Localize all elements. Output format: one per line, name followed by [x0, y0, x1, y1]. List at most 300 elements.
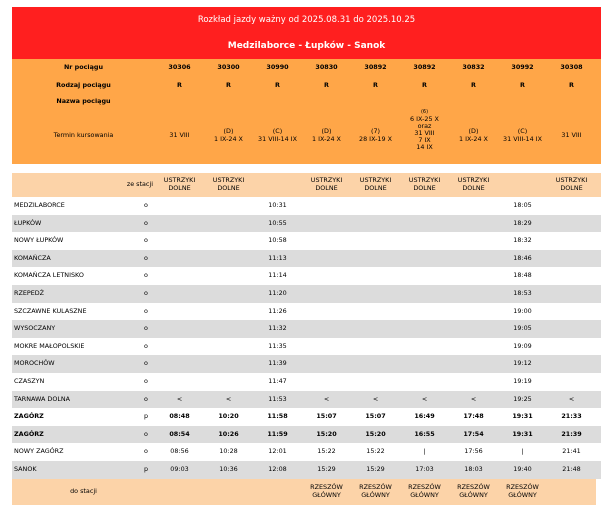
- time-cell: 18:46: [498, 250, 547, 268]
- time-cell: [351, 338, 400, 356]
- train-number: 30832: [462, 63, 485, 72]
- time-cell: |: [521, 447, 524, 456]
- schedule-row: [12, 108, 601, 164]
- train-number: 30830: [315, 63, 338, 72]
- time-cell: [547, 197, 596, 215]
- time-cell: [547, 285, 596, 303]
- time-cell: 11:32: [253, 320, 302, 338]
- train-number: 30306: [168, 63, 191, 72]
- station-name: MOROCHÓW: [14, 359, 55, 368]
- time-cell: 19:40: [498, 461, 547, 479]
- train-schedule: [547, 108, 596, 164]
- train-type: R: [422, 81, 427, 90]
- station-name: MOKRE MAŁOPOLSKIE: [14, 341, 85, 350]
- train-schedule: [498, 108, 547, 164]
- time-cell: 18:48: [513, 271, 532, 280]
- time-cell: 15:29: [302, 461, 351, 479]
- time-cell: 10:36: [204, 461, 253, 479]
- time-cell: [302, 338, 351, 356]
- time-cell: [400, 215, 449, 233]
- time-cell: 08:48: [169, 412, 190, 421]
- time-cell: 18:29: [498, 215, 547, 233]
- text-line: USTRZYKI: [310, 176, 343, 185]
- spacer-cell: [596, 461, 601, 479]
- arrival-departure-flag: o: [144, 394, 148, 403]
- time-cell: [155, 355, 204, 373]
- time-cell: 11:20: [253, 285, 302, 303]
- time-cell: <: [400, 391, 449, 409]
- time-cell: [547, 215, 596, 233]
- time-cell: [155, 232, 204, 250]
- time-cell: 09:03: [155, 461, 204, 479]
- station-row: [12, 355, 601, 373]
- time-cell: 10:26: [204, 426, 253, 444]
- from-station-label: ze stacji: [12, 173, 155, 197]
- time-cell: [204, 197, 253, 215]
- time-cell: 10:28: [219, 447, 238, 456]
- station-name: ZAGÓRZ: [14, 412, 44, 421]
- time-cell: [400, 250, 449, 268]
- station-row: [12, 267, 601, 285]
- arrival-departure-flag: o: [144, 429, 148, 438]
- spacer-cell: [596, 426, 601, 444]
- time-cell: 15:07: [365, 412, 386, 421]
- time-cell: [302, 320, 351, 338]
- time-cell: 19:05: [498, 320, 547, 338]
- time-cell: [302, 232, 351, 250]
- text-line: (C): [517, 127, 528, 136]
- text-line: 31 VIII-14 IX: [258, 135, 297, 143]
- text-line: 28 IX-19 X: [359, 135, 392, 143]
- schedule-label: Termin kursowania: [53, 131, 114, 140]
- text-line: (D): [223, 127, 234, 136]
- time-cell: 19:12: [498, 355, 547, 373]
- time-cell: 15:20: [302, 426, 351, 444]
- time-cell: [449, 373, 498, 391]
- train-schedule: [302, 108, 351, 164]
- time-cell: [204, 285, 253, 303]
- station-row: [12, 408, 601, 426]
- text-line: (D): [321, 127, 332, 136]
- train-type-row: [12, 77, 601, 95]
- spacer-cell: [596, 373, 601, 391]
- station-row: [12, 461, 601, 479]
- time-cell: 12:08: [253, 461, 302, 479]
- time-cell: [351, 373, 400, 391]
- text-line: RZESZÓW: [310, 482, 343, 491]
- time-cell: 11:39: [253, 355, 302, 373]
- text-line: 1 IX-24 X: [214, 135, 243, 143]
- text-line: (6): [420, 109, 429, 115]
- arrival-departure-flag: o: [144, 306, 148, 315]
- arrival-departure-flag: o: [144, 288, 148, 297]
- text-line: 1 IX-24 X: [312, 135, 341, 143]
- train-schedule: [449, 108, 498, 164]
- station-name: ŁUPKÓW: [14, 218, 42, 227]
- validity-text: Rozkład jazdy ważny od 2025.08.31 do 2025.10.25: [197, 15, 416, 25]
- time-cell: [204, 338, 253, 356]
- time-cell: [547, 303, 596, 321]
- station-name-cell: [12, 408, 155, 426]
- station-name: KOMAŃCZA: [14, 253, 51, 262]
- time-cell: [302, 355, 351, 373]
- time-cell: 10:58: [268, 236, 287, 245]
- time-cell: 18:03: [449, 461, 498, 479]
- train-type: R: [177, 81, 182, 90]
- time-cell: 19:25: [498, 391, 547, 409]
- station-row: [12, 338, 601, 356]
- text-line: GŁÓWNY: [361, 490, 390, 499]
- time-cell: 19:00: [513, 306, 532, 315]
- time-cell: 15:20: [351, 426, 400, 444]
- time-cell: 11:53: [253, 391, 302, 409]
- text-line: 1 IX-24 X: [459, 135, 488, 143]
- time-cell: [204, 267, 253, 285]
- time-cell: [204, 320, 253, 338]
- station-name: TARNAWA DOLNA: [14, 394, 71, 403]
- timetable-table: [12, 173, 601, 505]
- time-cell: [547, 320, 596, 338]
- time-cell: [302, 250, 351, 268]
- time-cell: [400, 285, 449, 303]
- time-cell: [204, 373, 253, 391]
- time-cell: 11:14: [268, 271, 287, 280]
- train-name: [547, 95, 596, 108]
- station-name: NOWY ŁUPKÓW: [14, 236, 64, 245]
- arrival-departure-flag: o: [144, 201, 148, 209]
- time-cell: 18:53: [498, 285, 547, 303]
- train-type: R: [324, 81, 329, 90]
- train-name-row: [12, 95, 601, 108]
- time-cell: <: [449, 391, 498, 409]
- time-cell: [302, 267, 351, 285]
- time-cell: [302, 197, 351, 215]
- time-cell: 21:33: [561, 412, 582, 421]
- time-cell: <: [204, 391, 253, 409]
- spacer-cell: [596, 267, 601, 285]
- train-name: [498, 95, 547, 108]
- text-line: 7 IX: [418, 136, 431, 144]
- station-row: [12, 320, 601, 338]
- time-cell: 21:41: [562, 447, 581, 456]
- train-type: R: [520, 81, 525, 90]
- from-station-row: [12, 173, 601, 197]
- arrival-departure-flag: o: [144, 359, 148, 368]
- time-cell: [449, 232, 498, 250]
- time-cell: 17:54: [449, 426, 498, 444]
- timetable-header: [12, 7, 601, 59]
- station-name-cell: [12, 391, 155, 409]
- station-row: [12, 197, 601, 215]
- time-cell: [351, 320, 400, 338]
- station-name-cell: [12, 426, 155, 444]
- time-cell: [155, 250, 204, 268]
- time-cell: |: [423, 447, 426, 456]
- spacer-cell: [596, 197, 601, 215]
- time-cell: <: [155, 391, 204, 409]
- station-name-cell: [12, 267, 155, 285]
- time-cell: [351, 232, 400, 250]
- train-name: [351, 95, 400, 108]
- time-cell: [351, 197, 400, 215]
- spacer-cell: [596, 232, 601, 250]
- time-cell: 10:20: [218, 412, 239, 421]
- arrival-departure-flag: p: [144, 412, 149, 421]
- time-cell: [155, 373, 204, 391]
- station-name-cell: [12, 303, 155, 321]
- time-cell: 10:31: [268, 201, 287, 209]
- time-cell: [547, 250, 596, 268]
- train-schedule: [351, 108, 400, 164]
- train-number: 30300: [217, 63, 240, 72]
- station-row: [12, 373, 601, 391]
- time-cell: [204, 303, 253, 321]
- text-line: GŁÓWNY: [410, 490, 439, 499]
- time-cell: <: [302, 391, 351, 409]
- text-line: 31 VIII: [169, 131, 190, 140]
- station-name: WYSOCZANY: [14, 324, 56, 333]
- time-cell: [400, 303, 449, 321]
- time-cell: [204, 232, 253, 250]
- text-line: 6 IX-25 X: [410, 115, 439, 123]
- text-line: RZESZÓW: [359, 482, 392, 491]
- train-name: [204, 95, 253, 108]
- train-schedule: [253, 108, 302, 164]
- arrival-departure-flag: o: [144, 447, 148, 456]
- station-name: ZAGÓRZ: [14, 429, 44, 438]
- time-cell: 08:56: [170, 447, 189, 456]
- origin-station: [547, 173, 596, 197]
- station-row: [12, 250, 601, 268]
- spacer-cell: [596, 285, 601, 303]
- station-name-cell: [12, 461, 155, 479]
- to-station-label: do stacji: [12, 479, 155, 505]
- spacer-cell: [596, 391, 601, 409]
- time-cell: [155, 197, 204, 215]
- text-line: DOLNE: [315, 184, 338, 192]
- train-info-table: [12, 59, 601, 164]
- spacer-cell: [596, 173, 601, 197]
- time-cell: 19:19: [513, 376, 532, 385]
- time-cell: [400, 320, 449, 338]
- text-line: oraz: [417, 122, 432, 130]
- train-type: R: [471, 81, 476, 90]
- time-cell: [547, 232, 596, 250]
- time-cell: [547, 355, 596, 373]
- time-cell: 11:58: [267, 412, 288, 421]
- time-cell: [351, 215, 400, 233]
- text-line: DOLNE: [217, 184, 240, 192]
- time-cell: [155, 338, 204, 356]
- station-name-cell: [12, 373, 155, 391]
- spacer-cell: [596, 95, 601, 108]
- station-row: [12, 426, 601, 444]
- spacer-cell: [596, 408, 601, 426]
- time-cell: [351, 250, 400, 268]
- origin-station: [351, 173, 400, 197]
- station-name: SZCZAWNE KULASZNE: [14, 306, 87, 315]
- time-cell: 21:48: [547, 461, 596, 479]
- station-row: [12, 215, 601, 233]
- train-type-label: Rodzaj pociągu: [56, 81, 111, 90]
- text-line: (7): [370, 127, 381, 136]
- time-cell: [449, 338, 498, 356]
- time-cell: 08:54: [155, 426, 204, 444]
- time-cell: 11:59: [253, 426, 302, 444]
- train-type: R: [226, 81, 231, 90]
- time-cell: [449, 303, 498, 321]
- arrival-departure-flag: o: [144, 253, 148, 262]
- time-cell: [155, 215, 204, 233]
- time-cell: [204, 250, 253, 268]
- station-name-cell: [12, 232, 155, 250]
- station-name: CZASZYN: [14, 376, 45, 385]
- station-name: MEDZILABORCE: [14, 201, 65, 209]
- time-cell: [204, 355, 253, 373]
- text-line: (D): [468, 127, 479, 136]
- time-cell: 15:22: [317, 447, 336, 456]
- station-name-cell: [12, 250, 155, 268]
- time-cell: 11:35: [268, 341, 287, 350]
- schedule-overflow: [400, 109, 449, 163]
- time-cell: [547, 267, 596, 285]
- time-cell: [302, 285, 351, 303]
- arrival-departure-flag: o: [144, 324, 148, 333]
- time-cell: 21:39: [547, 426, 596, 444]
- time-cell: [449, 267, 498, 285]
- origin-station: [155, 173, 204, 197]
- train-number: 30892: [413, 63, 436, 72]
- train-name: [253, 95, 302, 108]
- station-row: [12, 391, 601, 409]
- time-cell: [400, 232, 449, 250]
- time-cell: 11:47: [268, 376, 287, 385]
- time-cell: 19:31: [512, 412, 533, 421]
- time-cell: 15:29: [351, 461, 400, 479]
- time-cell: [204, 215, 253, 233]
- station-name: SANOK: [14, 464, 37, 473]
- timetable-page: [12, 7, 601, 505]
- train-number-label: Nr pociągu: [63, 63, 104, 72]
- time-cell: 18:05: [513, 201, 532, 209]
- time-cell: [302, 373, 351, 391]
- train-name-label: Nazwa pociągu: [56, 96, 111, 105]
- time-cell: 17:03: [400, 461, 449, 479]
- time-cell: [351, 285, 400, 303]
- text-line: RZESZÓW: [457, 482, 490, 491]
- text-line: GŁÓWNY: [508, 490, 537, 499]
- time-cell: 18:32: [513, 236, 532, 245]
- route-title: Medzilaborce - Łupków - Sanok: [227, 41, 386, 51]
- time-cell: [449, 197, 498, 215]
- time-cell: [400, 338, 449, 356]
- time-cell: [155, 285, 204, 303]
- origin-station: [449, 173, 498, 197]
- spacer-cell: [596, 215, 601, 233]
- time-cell: 15:07: [316, 412, 337, 421]
- station-name-cell: [12, 338, 155, 356]
- arrival-departure-flag: p: [144, 464, 149, 473]
- text-line: RZESZÓW: [408, 482, 441, 491]
- spacer-cell: [596, 250, 601, 268]
- origin-station: [302, 173, 351, 197]
- text-line: DOLNE: [560, 184, 583, 192]
- time-cell: [351, 267, 400, 285]
- time-cell: 11:26: [268, 306, 287, 315]
- text-line: RZESZÓW: [506, 482, 539, 491]
- origin-station: [498, 173, 547, 197]
- text-line: GŁÓWNY: [312, 490, 341, 499]
- time-cell: [449, 285, 498, 303]
- arrival-departure-flag: o: [144, 271, 148, 280]
- arrival-departure-flag: o: [144, 236, 148, 245]
- time-cell: [155, 303, 204, 321]
- time-cell: [449, 355, 498, 373]
- train-number: 30892: [364, 63, 387, 72]
- time-cell: 19:31: [498, 426, 547, 444]
- time-cell: [547, 373, 596, 391]
- train-type: R: [373, 81, 378, 90]
- spacer-cell: [596, 59, 601, 77]
- station-name-cell: [12, 355, 155, 373]
- time-cell: 16:49: [414, 412, 435, 421]
- train-schedule: [155, 108, 204, 164]
- train-name: [449, 95, 498, 108]
- station-name-cell: [12, 320, 155, 338]
- station-row: [12, 285, 601, 303]
- train-name: [302, 95, 351, 108]
- arrival-departure-flag: o: [144, 376, 148, 385]
- station-name-cell: [12, 285, 155, 303]
- time-cell: [400, 373, 449, 391]
- time-cell: [155, 267, 204, 285]
- train-schedule: [204, 108, 253, 164]
- train-type: R: [275, 81, 280, 90]
- time-cell: [400, 267, 449, 285]
- time-cell: [449, 215, 498, 233]
- time-cell: [302, 303, 351, 321]
- time-cell: <: [547, 391, 596, 409]
- origin-station: [400, 173, 449, 197]
- spacer-cell: [596, 338, 601, 356]
- train-number: 30992: [511, 63, 534, 72]
- arrival-departure-flag: o: [144, 341, 148, 350]
- text-line: 31 VIII: [561, 131, 582, 140]
- train-type: R: [569, 81, 574, 90]
- text-line: USTRZYKI: [212, 176, 245, 185]
- train-name: [400, 95, 449, 108]
- time-cell: [449, 320, 498, 338]
- origin-station: [204, 173, 253, 197]
- text-line: 14 IX: [416, 143, 433, 151]
- time-cell: [547, 338, 596, 356]
- time-cell: 15:22: [366, 447, 385, 456]
- train-number: 30990: [266, 63, 289, 72]
- train-schedule: [400, 108, 449, 164]
- station-name-cell: [12, 215, 155, 233]
- time-cell: [302, 215, 351, 233]
- train-number-row: [12, 59, 601, 77]
- text-line: GŁÓWNY: [459, 490, 488, 499]
- spacer-cell: [596, 77, 601, 95]
- text-line: 31 VIII: [414, 129, 435, 137]
- text-line: DOLNE: [462, 184, 485, 192]
- time-cell: 16:55: [400, 426, 449, 444]
- station-name: KOMAŃCZA LETNISKO: [14, 271, 84, 280]
- time-cell: [449, 250, 498, 268]
- time-cell: 12:01: [268, 447, 287, 456]
- station-row: [12, 232, 601, 250]
